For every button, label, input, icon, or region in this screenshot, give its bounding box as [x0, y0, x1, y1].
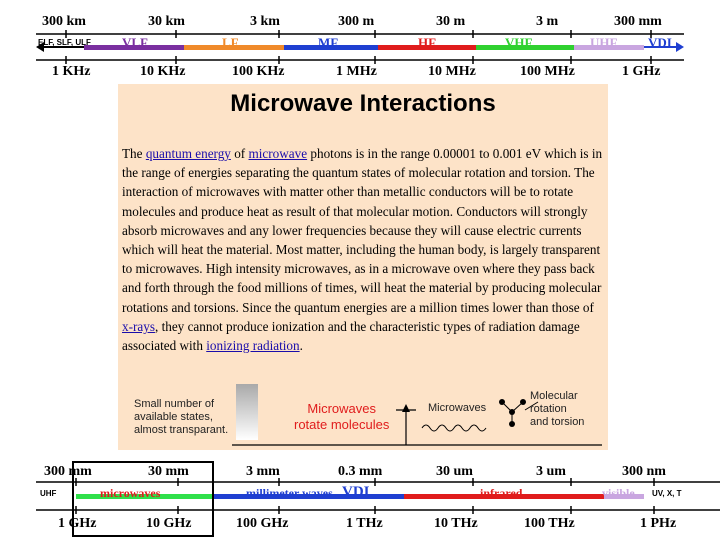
bottom-wavelength-label: 300 mm	[44, 464, 92, 479]
bottom-frequency-label: 100 THz	[524, 516, 575, 531]
panel-title: Microwave Interactions	[230, 90, 496, 117]
diagram-left-line: available states,	[134, 411, 213, 423]
band-label-vhf: VHF	[505, 35, 533, 50]
diagram-center-line: Microwaves	[307, 401, 376, 416]
top-wavelength-label: 300 km	[42, 14, 86, 29]
bottom-frequency-label: 10 THz	[434, 516, 478, 531]
top-wavelength-label: 3 km	[250, 14, 280, 29]
diagram-center-line: rotate molecules	[294, 417, 390, 432]
diagram-right-line: and torsion	[530, 416, 585, 428]
diagram-left-line: Small number of	[134, 398, 215, 410]
x-rays-link[interactable]: x-rays	[122, 318, 155, 334]
band-label-millimeter-waves: millimeter waves	[246, 486, 333, 500]
band-label-visible: visible	[602, 486, 635, 500]
body-text-segment: photons is in the range 0.00001 to 0.001 eV which is in the range of energies separating the quantum states of molecular rotation and torsion. The interaction of microwaves with matter other than metallic conductors will be to rotate molecules and produce heat as result of that molecular motion. Conductors will strongly absorb microwaves and any lower frequencies because they will cause electric currents which will heat the material. Most matter, including the human body, is largely transparent to microwaves. High intensity microwaves, as in a microwave oven where they pass back and forth through the food millions of times, will heat the material by producing molecular rotations and torsions. Since the quantum energies are a million times lower than those of	[122, 146, 603, 315]
bottom-frequency-label: 100 GHz	[236, 516, 289, 531]
bottom-frequency-label: 1 PHz	[640, 516, 677, 531]
microwave-interactions-panel	[118, 84, 608, 450]
band-label-mf: MF	[318, 35, 339, 50]
top-wavelength-label: 3 m	[536, 14, 559, 29]
top-wavelength-label: 300 m	[338, 14, 375, 29]
band-label-microwaves: microwaves	[100, 486, 161, 500]
top-wavelength-label: 30 km	[148, 14, 185, 29]
bottom-wavelength-label: 30 mm	[148, 464, 189, 479]
top-frequency-label: 1 MHz	[336, 64, 377, 79]
diagram-right-text	[530, 390, 584, 429]
band-label-lf: LF	[222, 35, 239, 50]
bottom-vdi-label: VDI	[342, 484, 370, 500]
top-frequency-label: 10 KHz	[140, 64, 186, 79]
diagram-wave-label: Microwaves	[428, 402, 487, 414]
top-wavelength-label: 300 mm	[614, 14, 662, 29]
bottom-wavelength-label: 30 um	[436, 464, 473, 479]
up-arrow-icon	[402, 404, 410, 412]
panel-body-text	[122, 144, 604, 355]
microwave-link[interactable]: microwave	[248, 146, 308, 161]
band-label-infrared: infrared	[480, 486, 523, 500]
bottom-frequency-label: 10 GHz	[146, 516, 192, 531]
ionizing-radiation-link[interactable]: ionizing radiation	[206, 338, 300, 354]
diagram-left-text	[134, 398, 228, 437]
bottom-wavelength-label: 3 um	[536, 464, 566, 479]
body-text-segment: .	[299, 338, 303, 354]
bottom-wavelength-label: 0.3 mm	[338, 464, 383, 479]
right-arrow-icon	[676, 42, 684, 52]
top-frequency-label: 10 MHz	[428, 64, 476, 79]
body-text-segment: , they cannot produce ionization and the characteristic types of radiation damage associated with	[122, 318, 580, 354]
band-label-hf: HF	[418, 35, 437, 50]
diagram-right-line: rotation	[530, 403, 567, 415]
body-text-segment: of	[230, 146, 249, 161]
quantum-energy-link[interactable]: quantum energy	[145, 146, 231, 161]
diagram-left-line: almost transparant.	[134, 424, 229, 436]
wave-squiggle	[422, 425, 486, 431]
band-label-vlf: VLF	[122, 35, 148, 50]
top-frequency-label: 100 MHz	[520, 64, 575, 79]
bottom-frequency-label: 1 THz	[346, 516, 383, 531]
uv-xray-label: UV, X, T	[652, 489, 682, 498]
band-label-uhf: UHF	[590, 35, 618, 50]
bottom-wavelength-label: 3 mm	[246, 464, 280, 479]
microwave-highlight-box	[72, 461, 214, 537]
top-frequency-label: 1 GHz	[622, 64, 661, 79]
diagram-center-text	[294, 401, 389, 433]
vdi-label: VDI	[648, 35, 672, 50]
bottom-wavelength-label: 300 nm	[622, 464, 666, 479]
top-wavelength-label: 30 m	[436, 14, 466, 29]
diagram-right-line: Molecular	[530, 390, 578, 402]
body-text-segment: The	[122, 146, 146, 161]
bottom-frequency-label: 1 GHz	[58, 516, 97, 531]
elf-label: ELF, SLF, ULF	[38, 38, 91, 47]
top-frequency-label: 100 KHz	[232, 64, 285, 79]
bottom-uhf-label: UHF	[40, 489, 57, 498]
top-frequency-label: 1 KHz	[52, 64, 91, 79]
